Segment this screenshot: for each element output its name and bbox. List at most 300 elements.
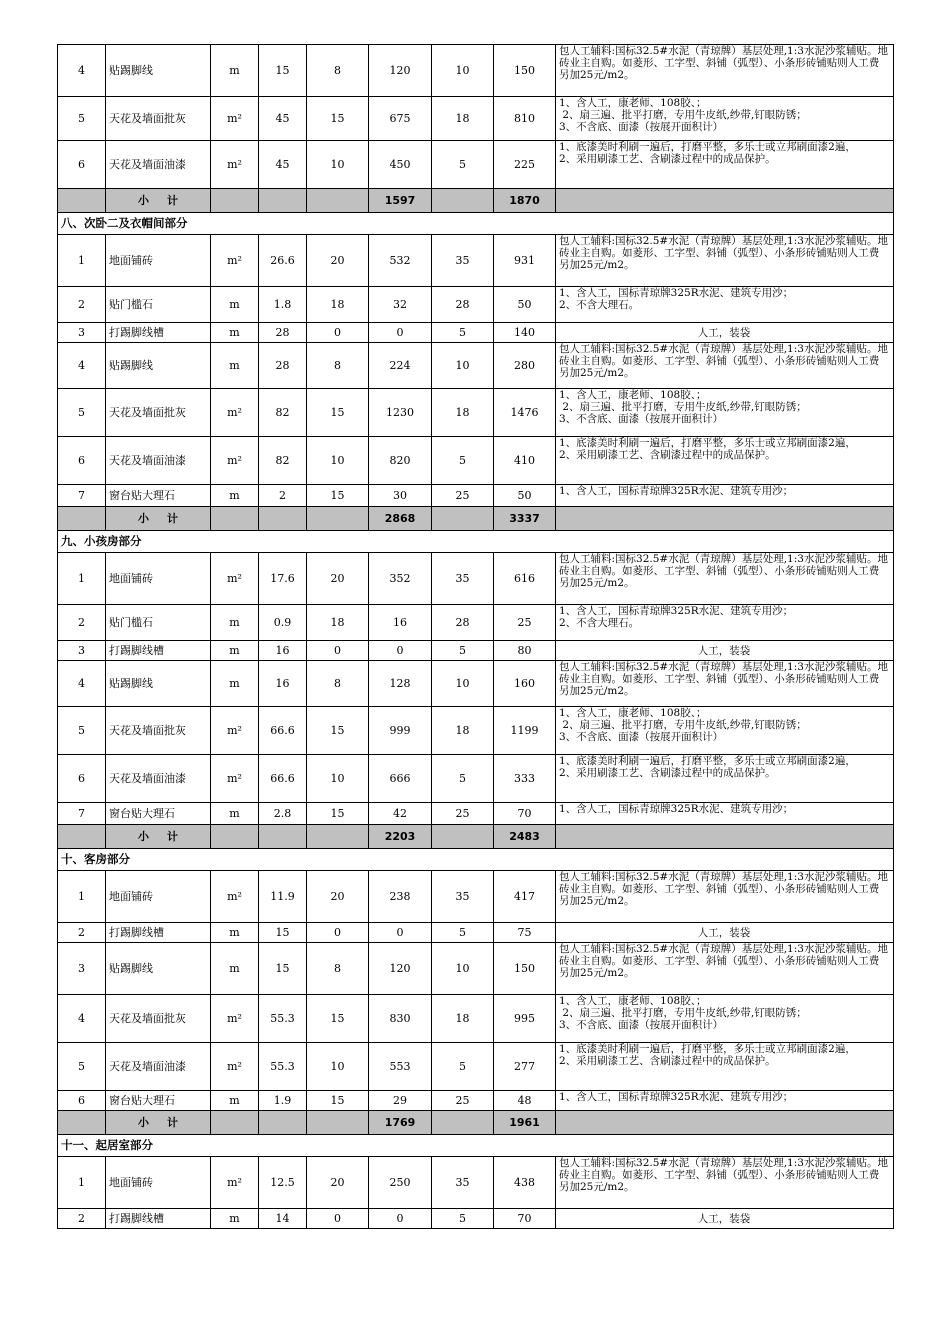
item-note — [556, 343, 894, 389]
item-unit: m — [211, 943, 259, 995]
material-unit-price: 15 — [307, 1091, 369, 1111]
subtotal-row — [58, 189, 894, 213]
labor-unit-price: 25 — [432, 803, 494, 825]
item-no: 6 — [58, 141, 106, 189]
material-unit-price: 20 — [307, 1157, 369, 1209]
labor-unit-price: 28 — [432, 605, 494, 641]
subtotal-material: 2203 — [369, 825, 432, 849]
material-amount: 1230 — [369, 389, 432, 437]
material-unit-price: 20 — [307, 871, 369, 923]
material-unit-price: 15 — [307, 803, 369, 825]
item-qty: 26.6 — [259, 235, 307, 287]
table-row — [58, 45, 894, 97]
item-note — [556, 287, 894, 323]
material-amount: 16 — [369, 605, 432, 641]
item-note-text: 1、底漆美时利刷一遍后，打磨平整，多乐士或立邦刷面漆2遍， 2、采用刷漆工艺、含刷漆过程中的成品保护。 — [559, 755, 856, 779]
labor-unit-price: 5 — [432, 1043, 494, 1091]
material-amount: 120 — [369, 45, 432, 97]
item-name: 窗台贴大理石 — [106, 1091, 211, 1111]
material-amount: 666 — [369, 755, 432, 803]
item-note — [556, 1091, 894, 1111]
item-no: 5 — [58, 707, 106, 755]
item-note-text: 1、含人工，康老师、108胶、； 2、扇三遍、批平打磨，专用牛皮纸,纱带,钉眼防锈； 3、不含底、面漆（按展开面积计） — [559, 707, 807, 743]
labor-amount: 80 — [494, 641, 556, 661]
item-note — [556, 995, 894, 1043]
subtotal-blank — [58, 825, 106, 849]
subtotal-material: 1597 — [369, 189, 432, 213]
item-qty: 45 — [259, 141, 307, 189]
item-unit: m² — [211, 235, 259, 287]
item-note-text: 1、含人工，国标青琼牌325R水泥、建筑专用沙； 2、不含大理石。 — [559, 605, 794, 629]
subtotal-blank — [307, 825, 369, 849]
material-amount: 675 — [369, 97, 432, 141]
labor-unit-price: 5 — [432, 323, 494, 343]
item-qty: 45 — [259, 97, 307, 141]
item-no: 1 — [58, 1157, 106, 1209]
labor-amount: 160 — [494, 661, 556, 707]
item-no: 3 — [58, 641, 106, 661]
item-note — [556, 923, 894, 943]
item-unit: m — [211, 661, 259, 707]
subtotal-blank — [556, 1111, 894, 1135]
subtotal-label: 小计 — [106, 189, 211, 213]
labor-unit-price: 10 — [432, 943, 494, 995]
item-note-text: 人工，装袋 — [697, 644, 751, 657]
item-note — [556, 389, 894, 437]
section-header — [58, 213, 894, 235]
labor-unit-price: 5 — [432, 755, 494, 803]
item-qty: 28 — [259, 323, 307, 343]
subtotal-blank — [211, 507, 259, 531]
item-note-text: 包人工辅料:国标32.5#水泥（青琼牌）基层处理,1:3水泥沙浆辅贴。地砖业主自购。如菱形、工字型、斜铺（弧型）、小条形砖铺贴则人工费另加25元/m2。 — [559, 553, 888, 589]
item-note — [556, 553, 894, 605]
table-row — [58, 641, 894, 661]
material-unit-price: 20 — [307, 235, 369, 287]
material-amount: 352 — [369, 553, 432, 605]
subtotal-blank — [432, 507, 494, 531]
item-note — [556, 803, 894, 825]
subtotal-row — [58, 825, 894, 849]
item-no: 5 — [58, 97, 106, 141]
subtotal-blank — [259, 189, 307, 213]
material-amount: 120 — [369, 943, 432, 995]
item-no: 3 — [58, 943, 106, 995]
item-name: 天花及墙面油漆 — [106, 141, 211, 189]
item-note-text: 包人工辅料:国标32.5#水泥（青琼牌）基层处理,1:3水泥沙浆辅贴。地砖业主自购。如菱形、工字型、斜铺（弧型）、小条形砖铺贴则人工费另加25元/m2。 — [559, 661, 888, 697]
table-row — [58, 707, 894, 755]
item-note — [556, 755, 894, 803]
material-unit-price: 8 — [307, 45, 369, 97]
material-unit-price: 15 — [307, 485, 369, 507]
item-note — [556, 871, 894, 923]
item-unit: m² — [211, 553, 259, 605]
labor-unit-price: 5 — [432, 641, 494, 661]
item-note — [556, 141, 894, 189]
item-unit: m² — [211, 437, 259, 485]
table-row — [58, 287, 894, 323]
item-note — [556, 943, 894, 995]
item-name: 地面铺砖 — [106, 235, 211, 287]
table-row — [58, 141, 894, 189]
item-note-text: 包人工辅料:国标32.5#水泥（青琼牌）基层处理,1:3水泥沙浆辅贴。地砖业主自购。如菱形、工字型、斜铺（弧型）、小条形砖铺贴则人工费另加25元/m2。 — [559, 871, 888, 907]
subtotal-blank — [307, 189, 369, 213]
labor-amount: 75 — [494, 923, 556, 943]
subtotal-blank — [58, 189, 106, 213]
item-no: 6 — [58, 755, 106, 803]
table-row — [58, 323, 894, 343]
item-name: 地面铺砖 — [106, 553, 211, 605]
item-note-text: 1、底漆美时利刷一遍后，打磨平整，多乐士或立邦刷面漆2遍， 2、采用刷漆工艺、含刷漆过程中的成品保护。 — [559, 141, 856, 165]
item-qty: 55.3 — [259, 1043, 307, 1091]
labor-unit-price: 35 — [432, 235, 494, 287]
labor-unit-price: 18 — [432, 995, 494, 1043]
item-name: 天花及墙面批灰 — [106, 995, 211, 1043]
item-no: 4 — [58, 995, 106, 1043]
item-name: 贴门槛石 — [106, 287, 211, 323]
item-no: 7 — [58, 485, 106, 507]
table-row — [58, 97, 894, 141]
item-no: 1 — [58, 235, 106, 287]
labor-amount: 410 — [494, 437, 556, 485]
labor-unit-price: 18 — [432, 389, 494, 437]
labor-unit-price: 5 — [432, 437, 494, 485]
labor-amount: 417 — [494, 871, 556, 923]
labor-amount: 1199 — [494, 707, 556, 755]
item-name: 贴踢脚线 — [106, 661, 211, 707]
labor-amount: 438 — [494, 1157, 556, 1209]
item-qty: 2 — [259, 485, 307, 507]
item-unit: m² — [211, 141, 259, 189]
item-name: 窗台贴大理石 — [106, 803, 211, 825]
material-unit-price: 8 — [307, 661, 369, 707]
subtotal-blank — [259, 507, 307, 531]
material-unit-price: 0 — [307, 641, 369, 661]
item-note-text: 包人工辅料:国标32.5#水泥（青琼牌）基层处理,1:3水泥沙浆辅贴。地砖业主自购。如菱形、工字型、斜铺（弧型）、小条形砖铺贴则人工费另加25元/m2。 — [559, 235, 888, 271]
item-unit: m — [211, 287, 259, 323]
subtotal-blank — [307, 507, 369, 531]
subtotal-material: 2868 — [369, 507, 432, 531]
labor-unit-price: 5 — [432, 141, 494, 189]
labor-unit-price: 5 — [432, 1209, 494, 1229]
item-name: 天花及墙面油漆 — [106, 437, 211, 485]
item-unit: m² — [211, 1043, 259, 1091]
subtotal-blank — [432, 825, 494, 849]
material-unit-price: 18 — [307, 287, 369, 323]
item-qty: 17.6 — [259, 553, 307, 605]
item-unit: m — [211, 605, 259, 641]
subtotal-label: 小计 — [106, 1111, 211, 1135]
item-note-text: 1、底漆美时利刷一遍后，打磨平整，多乐士或立邦刷面漆2遍， 2、采用刷漆工艺、含刷漆过程中的成品保护。 — [559, 437, 856, 461]
section-title: 八、次卧二及衣帽间部分 — [58, 213, 894, 235]
subtotal-row — [58, 1111, 894, 1135]
table-row — [58, 389, 894, 437]
item-qty: 15 — [259, 943, 307, 995]
item-qty: 11.9 — [259, 871, 307, 923]
item-note — [556, 605, 894, 641]
material-amount: 999 — [369, 707, 432, 755]
material-unit-price: 8 — [307, 343, 369, 389]
item-note — [556, 641, 894, 661]
subtotal-blank — [211, 825, 259, 849]
labor-amount: 150 — [494, 943, 556, 995]
table-row — [58, 755, 894, 803]
item-name: 窗台贴大理石 — [106, 485, 211, 507]
item-note — [556, 45, 894, 97]
table-row — [58, 1157, 894, 1209]
item-name: 贴踢脚线 — [106, 45, 211, 97]
item-no: 6 — [58, 1091, 106, 1111]
material-amount: 0 — [369, 1209, 432, 1229]
item-no: 5 — [58, 389, 106, 437]
item-note — [556, 661, 894, 707]
item-unit: m — [211, 343, 259, 389]
subtotal-labor: 2483 — [494, 825, 556, 849]
item-note-text: 人工，装袋 — [697, 326, 751, 339]
item-qty: 2.8 — [259, 803, 307, 825]
item-note-text: 包人工辅料:国标32.5#水泥（青琼牌）基层处理,1:3水泥沙浆辅贴。地砖业主自购。如菱形、工字型、斜铺（弧型）、小条形砖铺贴则人工费另加25元/m2。 — [559, 343, 888, 379]
item-note-text: 包人工辅料:国标32.5#水泥（青琼牌）基层处理,1:3水泥沙浆辅贴。地砖业主自购。如菱形、工字型、斜铺（弧型）、小条形砖铺贴则人工费另加25元/m2。 — [559, 45, 888, 81]
item-unit: m — [211, 1209, 259, 1229]
subtotal-blank — [211, 189, 259, 213]
labor-amount: 50 — [494, 287, 556, 323]
labor-unit-price: 25 — [432, 1091, 494, 1111]
table-row — [58, 605, 894, 641]
material-amount: 29 — [369, 1091, 432, 1111]
item-qty: 0.9 — [259, 605, 307, 641]
section-header — [58, 531, 894, 553]
subtotal-blank — [556, 189, 894, 213]
subtotal-blank — [259, 825, 307, 849]
item-note — [556, 323, 894, 343]
material-amount: 30 — [369, 485, 432, 507]
item-no: 1 — [58, 553, 106, 605]
subtotal-blank — [556, 825, 894, 849]
table-row — [58, 1209, 894, 1229]
item-note — [556, 1157, 894, 1209]
item-unit: m² — [211, 755, 259, 803]
item-note-text: 1、含人工，国标青琼牌325R水泥、建筑专用沙； — [559, 803, 794, 815]
labor-unit-price: 10 — [432, 661, 494, 707]
item-unit: m² — [211, 707, 259, 755]
item-unit: m — [211, 1091, 259, 1111]
item-unit: m — [211, 641, 259, 661]
material-amount: 128 — [369, 661, 432, 707]
item-qty: 12.5 — [259, 1157, 307, 1209]
item-qty: 82 — [259, 437, 307, 485]
material-amount: 250 — [369, 1157, 432, 1209]
table-row — [58, 923, 894, 943]
item-name: 天花及墙面批灰 — [106, 707, 211, 755]
labor-unit-price: 28 — [432, 287, 494, 323]
item-qty: 55.3 — [259, 995, 307, 1043]
item-name: 打踢脚线槽 — [106, 923, 211, 943]
table-row — [58, 871, 894, 923]
item-no: 3 — [58, 323, 106, 343]
item-no: 2 — [58, 1209, 106, 1229]
labor-amount: 25 — [494, 605, 556, 641]
subtotal-label: 小计 — [106, 507, 211, 531]
labor-amount: 50 — [494, 485, 556, 507]
labor-unit-price: 35 — [432, 1157, 494, 1209]
material-amount: 820 — [369, 437, 432, 485]
item-note — [556, 235, 894, 287]
item-no: 5 — [58, 1043, 106, 1091]
labor-amount: 277 — [494, 1043, 556, 1091]
item-name: 打踢脚线槽 — [106, 323, 211, 343]
item-qty: 16 — [259, 641, 307, 661]
item-note — [556, 1209, 894, 1229]
table-row — [58, 553, 894, 605]
material-amount: 224 — [369, 343, 432, 389]
table-row — [58, 437, 894, 485]
subtotal-labor: 3337 — [494, 507, 556, 531]
material-amount: 450 — [369, 141, 432, 189]
labor-amount: 140 — [494, 323, 556, 343]
item-name: 贴踢脚线 — [106, 943, 211, 995]
table-row — [58, 1091, 894, 1111]
item-name: 天花及墙面油漆 — [106, 1043, 211, 1091]
item-note-text: 人工，装袋 — [697, 1212, 751, 1225]
item-unit: m² — [211, 1157, 259, 1209]
item-qty: 1.8 — [259, 287, 307, 323]
item-name: 地面铺砖 — [106, 871, 211, 923]
item-name: 天花及墙面批灰 — [106, 389, 211, 437]
subtotal-blank — [432, 1111, 494, 1135]
item-note-text: 人工，装袋 — [697, 926, 751, 939]
labor-amount: 931 — [494, 235, 556, 287]
item-note-text: 包人工辅料:国标32.5#水泥（青琼牌）基层处理,1:3水泥沙浆辅贴。地砖业主自购。如菱形、工字型、斜铺（弧型）、小条形砖铺贴则人工费另加25元/m2。 — [559, 1157, 888, 1193]
labor-amount: 810 — [494, 97, 556, 141]
subtotal-blank — [58, 507, 106, 531]
item-unit: m — [211, 323, 259, 343]
material-unit-price: 0 — [307, 323, 369, 343]
labor-unit-price: 18 — [432, 707, 494, 755]
section-header — [58, 849, 894, 871]
item-note-text: 1、含人工，国标青琼牌325R水泥、建筑专用沙； — [559, 1091, 794, 1103]
item-name: 贴踢脚线 — [106, 343, 211, 389]
labor-amount: 333 — [494, 755, 556, 803]
material-amount: 532 — [369, 235, 432, 287]
item-no: 4 — [58, 661, 106, 707]
section-title: 十一、起居室部分 — [58, 1135, 894, 1157]
material-amount: 830 — [369, 995, 432, 1043]
item-name: 地面铺砖 — [106, 1157, 211, 1209]
labor-unit-price: 18 — [432, 97, 494, 141]
table-row — [58, 485, 894, 507]
item-unit: m² — [211, 97, 259, 141]
subtotal-row — [58, 507, 894, 531]
item-qty: 14 — [259, 1209, 307, 1229]
table-row — [58, 343, 894, 389]
table-row — [58, 661, 894, 707]
labor-amount: 150 — [494, 45, 556, 97]
table-row — [58, 1043, 894, 1091]
item-unit: m² — [211, 389, 259, 437]
item-name: 贴门槛石 — [106, 605, 211, 641]
subtotal-label: 小计 — [106, 825, 211, 849]
item-note — [556, 1043, 894, 1091]
item-qty: 16 — [259, 661, 307, 707]
material-amount: 553 — [369, 1043, 432, 1091]
item-no: 2 — [58, 923, 106, 943]
material-unit-price: 15 — [307, 389, 369, 437]
item-no: 6 — [58, 437, 106, 485]
labor-amount: 225 — [494, 141, 556, 189]
item-note-text: 1、含人工，康老师、108胶、； 2、扇三遍、批平打磨，专用牛皮纸,纱带,钉眼防锈； 3、不含底、面漆（按展开面积计） — [559, 97, 807, 133]
labor-unit-price: 35 — [432, 871, 494, 923]
labor-unit-price: 10 — [432, 343, 494, 389]
labor-amount: 280 — [494, 343, 556, 389]
item-note-text: 包人工辅料:国标32.5#水泥（青琼牌）基层处理,1:3水泥沙浆辅贴。地砖业主自购。如菱形、工字型、斜铺（弧型）、小条形砖铺贴则人工费另加25元/m2。 — [559, 943, 888, 979]
item-note — [556, 437, 894, 485]
table-row — [58, 943, 894, 995]
material-amount: 32 — [369, 287, 432, 323]
item-note — [556, 97, 894, 141]
item-name: 打踢脚线槽 — [106, 1209, 211, 1229]
material-unit-price: 10 — [307, 755, 369, 803]
item-note-text: 1、含人工，康老师、108胶、； 2、扇三遍、批平打磨，专用牛皮纸,纱带,钉眼防锈； 3、不含底、面漆（按展开面积计） — [559, 995, 807, 1031]
item-no: 2 — [58, 287, 106, 323]
material-unit-price: 10 — [307, 437, 369, 485]
subtotal-blank — [259, 1111, 307, 1135]
subtotal-material: 1769 — [369, 1111, 432, 1135]
material-unit-price: 10 — [307, 1043, 369, 1091]
labor-amount: 70 — [494, 1209, 556, 1229]
subtotal-labor: 1870 — [494, 189, 556, 213]
item-name: 天花及墙面油漆 — [106, 755, 211, 803]
labor-amount: 70 — [494, 803, 556, 825]
item-unit: m — [211, 923, 259, 943]
item-qty: 66.6 — [259, 707, 307, 755]
labor-amount: 616 — [494, 553, 556, 605]
item-no: 2 — [58, 605, 106, 641]
subtotal-blank — [211, 1111, 259, 1135]
item-no: 4 — [58, 343, 106, 389]
item-no: 1 — [58, 871, 106, 923]
material-unit-price: 15 — [307, 707, 369, 755]
item-no: 7 — [58, 803, 106, 825]
subtotal-blank — [432, 189, 494, 213]
labor-unit-price: 35 — [432, 553, 494, 605]
item-qty: 1.9 — [259, 1091, 307, 1111]
material-amount: 0 — [369, 641, 432, 661]
labor-amount: 995 — [494, 995, 556, 1043]
item-qty: 15 — [259, 923, 307, 943]
labor-unit-price: 10 — [432, 45, 494, 97]
labor-unit-price: 25 — [432, 485, 494, 507]
subtotal-blank — [307, 1111, 369, 1135]
labor-amount: 1476 — [494, 389, 556, 437]
table-row — [58, 235, 894, 287]
material-amount: 42 — [369, 803, 432, 825]
table-row — [58, 803, 894, 825]
item-name: 打踢脚线槽 — [106, 641, 211, 661]
material-unit-price: 20 — [307, 553, 369, 605]
material-amount: 0 — [369, 323, 432, 343]
item-unit: m² — [211, 995, 259, 1043]
item-qty: 28 — [259, 343, 307, 389]
item-note-text: 1、含人工，国标青琼牌325R水泥、建筑专用沙； 2、不含大理石。 — [559, 287, 794, 311]
material-amount: 0 — [369, 923, 432, 943]
section-title: 十、客房部分 — [58, 849, 894, 871]
item-note — [556, 707, 894, 755]
material-unit-price: 15 — [307, 97, 369, 141]
item-qty: 15 — [259, 45, 307, 97]
item-unit: m — [211, 45, 259, 97]
section-title: 九、小孩房部分 — [58, 531, 894, 553]
item-unit: m — [211, 485, 259, 507]
item-qty: 82 — [259, 389, 307, 437]
